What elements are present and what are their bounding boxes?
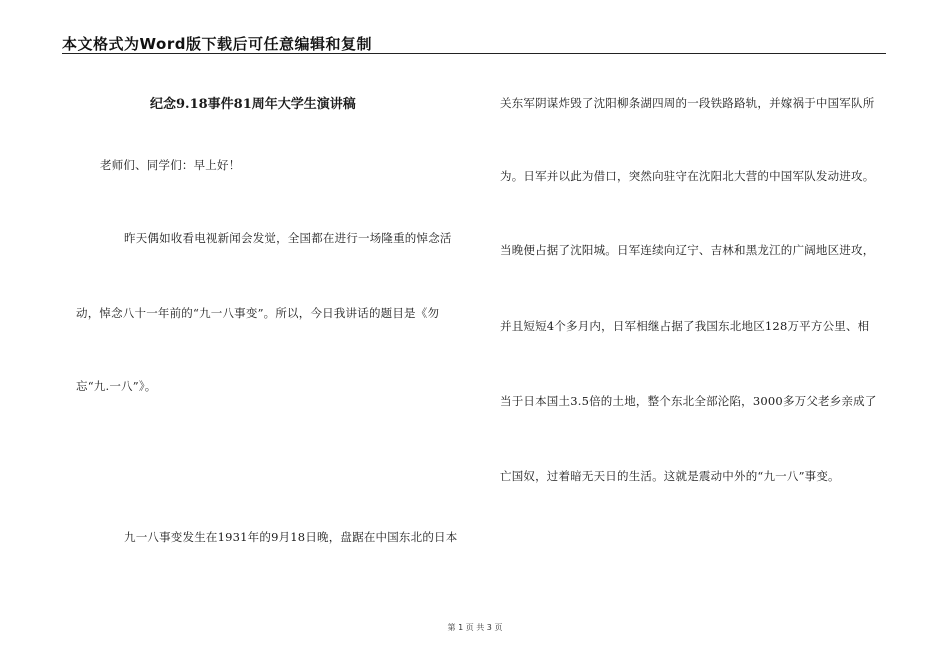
paragraph-line: 当晚便占据了沈阳城。日军连续向辽宁、吉林和黑龙江的广阔地区进攻， bbox=[500, 243, 875, 257]
paragraph-line: 当于日本国土3.5倍的土地，整个东北全部沦陷，3000多万父老乡亲成了 bbox=[500, 394, 877, 408]
paragraph-line: 九一八事变发生在1931年的9月18日晚，盘踞在中国东北的日本 bbox=[124, 530, 458, 544]
paragraph-line: 为。日军并以此为借口，突然向驻守在沈阳北大营的中国军队发动进攻。 bbox=[500, 169, 875, 183]
document-banner: 本文格式为Word版下载后可任意编辑和复制 bbox=[62, 35, 372, 53]
paragraph-line: 关东军阴谋炸毁了沈阳柳条湖四周的一段铁路路轨，并嫁祸于中国军队所 bbox=[500, 96, 875, 110]
greeting-line: 老师们、同学们：早上好！ bbox=[100, 158, 241, 172]
paragraph-line: 亡国奴，过着暗无天日的生活。这就是震动中外的“九一八”事变。 bbox=[500, 469, 840, 483]
document-title: 纪念9.18事件81周年大学生演讲稿 bbox=[150, 97, 356, 112]
page-number: 第 1 页 共 3 页 bbox=[447, 623, 503, 632]
paragraph-line: 动，悼念八十一年前的“九一八事变”。所以，今日我讲话的题目是《勿 bbox=[76, 306, 440, 320]
paragraph-line: 昨天偶如收看电视新闻会发觉，全国都在进行一场隆重的悼念活 bbox=[124, 231, 452, 245]
paragraph-line: 忘“九.一八”》。 bbox=[76, 379, 157, 393]
banner-divider bbox=[62, 53, 886, 54]
paragraph-line: 并且短短4个多月内，日军相继占据了我国东北地区128万平方公里、相 bbox=[500, 319, 870, 333]
